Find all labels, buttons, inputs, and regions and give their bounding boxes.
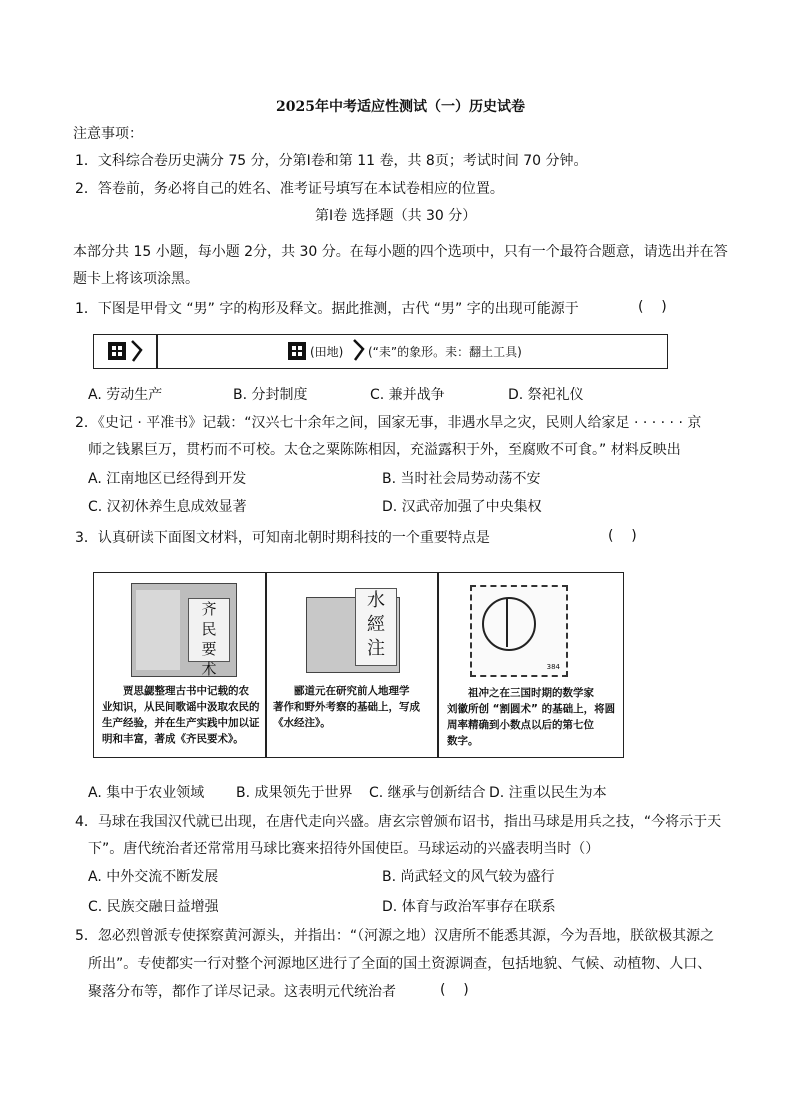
option-c[interactable]: C. 民族交融日益增强 xyxy=(88,899,219,915)
section-intro: 本部分共 15 小题，每小题 2分，共 30 分。在每小题的四个选项中，只有一个最符合题意，请选出并在答 xyxy=(73,244,728,260)
question-2-stem: 师之钱累巨万，贯朽而不可校。太仓之粟陈陈相因，充溢露积于外，至腐败不可食。” 材料反映出 xyxy=(88,442,681,458)
caption-lei: (“耒”的象形。耒：翻土工具) xyxy=(368,345,522,359)
question-4-stem: 4．马球在我国汉代就已出现，在唐代走向兴盛。唐玄宗曾颁布诏书，指出马球是用兵之技，“今将示于天 xyxy=(75,814,722,830)
tian-glyph-icon xyxy=(288,342,306,360)
book-image xyxy=(306,590,400,673)
panel-caption: 贾思勰整理古书中记载的农 业知识，从民间歌谣中汲取农民的 生产经验，并在生产实践中加以证 明和丰富，著成《齐民要术》。 xyxy=(102,685,260,745)
option-c[interactable]: C. 汉初休养生息成效显著 xyxy=(88,499,247,515)
option-a[interactable]: A. 江南地区已经得到开发 xyxy=(88,471,247,487)
oracle-bone-figure xyxy=(93,334,668,369)
option-c[interactable]: C. 继承与创新结合 xyxy=(369,785,486,801)
question-4-stem: 下”。唐代统治者还常常用马球比赛来招待外国使臣。马球运动的兴盛表明当时（） xyxy=(88,841,600,857)
question-3-stem: 3．认真研读下面图文材料，可知南北朝时期科技的一个重要特点是 xyxy=(75,530,490,546)
option-d[interactable]: D. 祭祀礼仪 xyxy=(508,387,584,403)
notice-label: 注意事项： xyxy=(73,126,143,142)
option-d[interactable]: D. 注重以民生为本 xyxy=(489,785,607,801)
book-title: 齐 民 要 术 xyxy=(188,598,230,662)
option-a[interactable]: A. 集中于农业领域 xyxy=(88,785,205,801)
option-a[interactable]: A. 劳动生产 xyxy=(88,387,163,403)
option-d[interactable]: D. 体育与政治军事存在联系 xyxy=(382,899,556,915)
option-b[interactable]: B. 当时社会局势动荡不安 xyxy=(382,471,541,487)
panel-shuijing-zhu xyxy=(267,573,437,757)
lei-glyph-icon xyxy=(352,339,366,361)
notice-item: 2．答卷前，务必将自己的姓名、准考证号填写在本试卷相应的位置。 xyxy=(75,181,504,197)
notice-item: 1．文科综合卷历史满分 75 分，分第Ⅰ卷和第 11 卷，共 8页；考试时间 70 分钟。 xyxy=(75,153,588,169)
book-image xyxy=(131,583,237,677)
panel-qimin-yaoshu xyxy=(94,573,265,757)
question-1-stem: 1．下图是甲骨文 “男” 字的构形及释文。据此推测，古代 “男” 字的出现可能源于 xyxy=(75,301,579,317)
stamp-value: 384 xyxy=(546,663,560,671)
answer-paren[interactable]: ( ) xyxy=(440,982,469,998)
figure-divider xyxy=(156,335,158,368)
question-5-stem: 5．忽必烈曾派专使探察黄河源头，并指出：“（河源之地）汉唐所不能悉其源，今为吾地，朕欲极其源之 xyxy=(75,928,715,944)
lei-glyph-icon xyxy=(130,340,144,362)
option-b[interactable]: B. 成果领先于世界 xyxy=(236,785,353,801)
stamp-image xyxy=(470,585,568,677)
tian-glyph-icon xyxy=(108,342,126,360)
section-title: 第Ⅰ卷 选择题（共 30 分） xyxy=(315,208,477,224)
question-5-stem: 聚落分布等，都作了详尽记录。这表明元代统治者 xyxy=(88,984,396,1000)
answer-paren[interactable]: ( ) xyxy=(638,299,667,315)
option-c[interactable]: C. 兼并战争 xyxy=(370,387,445,403)
option-b[interactable]: B. 分封制度 xyxy=(233,387,308,403)
panel-caption: 祖冲之在三国时期的数学家 刘徽所创 “割圆术” 的基础上，将圆 周率精确到小数点以后的第七位 数字。 xyxy=(447,687,616,747)
question-2-stem: 2．《史记 · 平准书》记载：“汉兴七十余年之间，国家无事，非遇水旱之灾，民则人给家足 · · · · · · 京 xyxy=(75,415,702,431)
option-b[interactable]: B. 尚武轻文的风气较为盛行 xyxy=(382,869,555,885)
option-d[interactable]: D. 汉武帝加强了中央集权 xyxy=(382,499,542,515)
panel-zu-chongzhi xyxy=(439,573,623,757)
panel-caption: 郦道元在研究前人地理学 著作和野外考察的基础上，写成 《水经注》。 xyxy=(273,685,420,729)
option-a[interactable]: A. 中外交流不断发展 xyxy=(88,869,219,885)
book-title: 水 經 注 xyxy=(355,588,397,666)
question-5-stem: 所出”。专使都实一行对整个河源地区进行了全面的国土资源调查，包括地貌、气候、动植物、人口、 xyxy=(88,956,712,972)
q3-figure xyxy=(93,572,624,758)
answer-paren[interactable]: ( ) xyxy=(608,528,637,544)
exam-title: 2025年中考适应性测试（一）历史试卷 xyxy=(276,99,525,115)
caption-tian: (田地) xyxy=(310,345,344,359)
section-intro: 题卡上将该项涂黑。 xyxy=(73,271,199,287)
